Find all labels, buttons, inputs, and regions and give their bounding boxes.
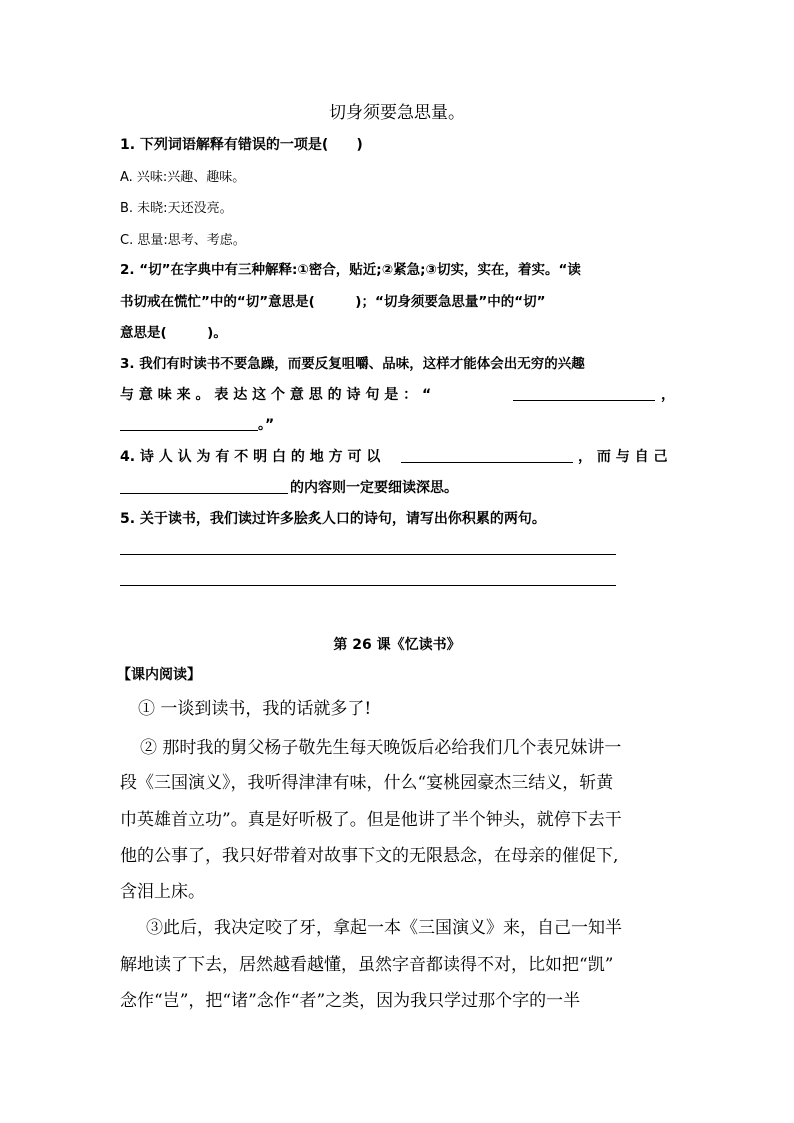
paragraph-1: ① 一谈到读书，我的话就多了! — [138, 699, 372, 719]
lesson-title: 第 26 课《忆读书》 — [333, 637, 461, 653]
paragraph-3-line-2: 解地读了下去，居然越看越懂，虽然字音都读得不对，比如把“凯” — [120, 955, 614, 975]
question-3-line-2-left: 与 意 味 来 。 表 达 这 个 意 思 的 诗 句 是 ： “ — [120, 387, 432, 403]
paragraph-2-line-4: 他的公事了，我只好带着对故事下文的无限悬念，在母亲的催促下, — [120, 846, 619, 866]
question-4-answer-blank-1[interactable] — [401, 462, 573, 463]
question-4-line-1-left: 4. 诗 人 认 为 有 不 明 白 的 地 方 可 以 — [120, 449, 381, 465]
question-1-stem: 1. 下列词语解释有错误的一项是( ) — [120, 137, 363, 153]
question-5-stem: 5. 关于读书，我们读过许多脍炙人口的诗句，请写出你积累的两句。 — [120, 511, 546, 527]
question-1-option-b: B. 未晓:天还没亮。 — [120, 201, 233, 216]
question-3-line-2-right: ， — [661, 387, 675, 403]
question-1-option-c: C. 思量:思考、考虑。 — [120, 233, 246, 248]
question-3-answer-blank-2[interactable] — [120, 430, 258, 431]
reading-section-tag: 【课内阅读】 — [117, 667, 201, 683]
question-1-option-a: A. 兴味:兴趣、趣味。 — [120, 170, 246, 185]
question-5-answer-line-2[interactable] — [120, 585, 616, 586]
question-2-line-1: 2. “切”在字典中有三种解释:①密合，贴近;②紧急;③切实，实在，着实。“读 — [120, 262, 581, 278]
question-3-answer-blank-1[interactable] — [513, 400, 655, 401]
poem-closing-line: 切身须要急思量。 — [329, 103, 465, 123]
paragraph-3-line-3: 念作“岂”，把“诸”念作“者”之类，因为我只学过那个字的一半 — [120, 991, 581, 1011]
question-2-line-3: 意思是( )。 — [120, 325, 227, 341]
paragraph-2-line-3: 巾英雄首立功”。真是好听极了。但是他讲了半个钟头，就停下去干 — [120, 810, 622, 830]
question-4-answer-blank-2[interactable] — [120, 493, 288, 494]
paragraph-2-line-5: 含泪上床。 — [120, 882, 205, 902]
question-4-line-1-right: ， 而 与 自 己 — [578, 449, 668, 465]
paragraph-3-line-1: ③此后，我决定咬了牙，拿起一本《三国演义》来，自己一知半 — [146, 918, 622, 938]
question-4-line-2-end: 的内容则一定要细读深思。 — [290, 480, 458, 496]
question-3-line-1: 3. 我们有时读书不要急躁，而要反复咀嚼、品味，这样才能体会出无穷的兴趣 — [120, 356, 585, 372]
question-2-line-2: 书切戒在慌忙”中的“切”意思是( )；“切身须要急思量”中的“切” — [120, 294, 546, 310]
paragraph-2-line-2: 段《三国演义》，我听得津津有味，什么“宴桃园豪杰三结义，斩黄 — [120, 773, 614, 793]
question-5-answer-line-1[interactable] — [120, 554, 616, 555]
paragraph-2-line-1: ② 那时我的舅父杨子敬先生每天晚饭后必给我们几个表兄妹讲一 — [140, 738, 622, 758]
question-3-line-3-end: 。” — [258, 417, 275, 433]
